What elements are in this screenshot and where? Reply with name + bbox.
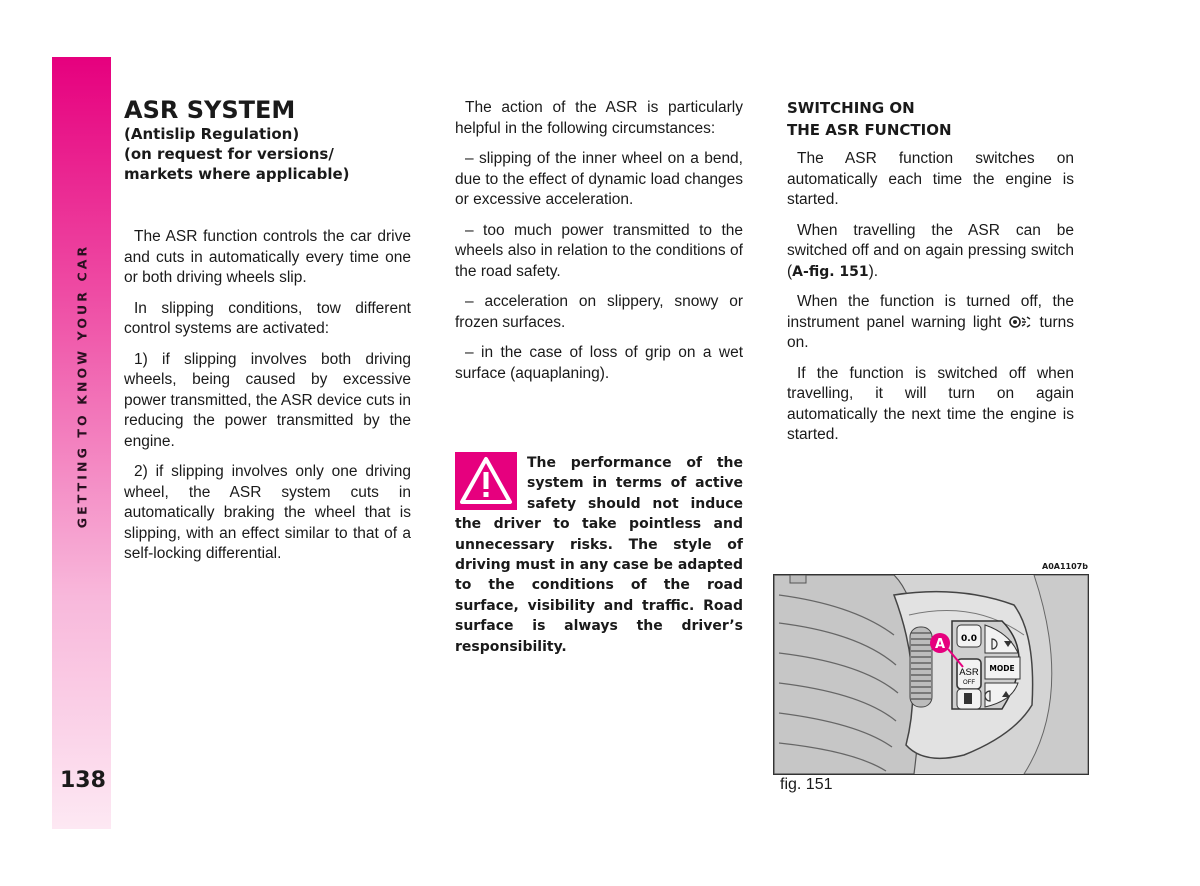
- paragraph: [787, 292, 1074, 354]
- fuel-icon: [964, 693, 972, 704]
- paragraph: If the function is switched off when travelling, it will turn on again automatically the next time the engine is started.: [787, 364, 1074, 443]
- paragraph: In slipping conditions, tow different control systems are activated:: [124, 299, 411, 337]
- button-asr-label: ASR: [959, 667, 979, 678]
- warning-note: [455, 453, 743, 657]
- figure-code: A0A1107b: [1042, 562, 1088, 571]
- column-3: [787, 97, 1074, 456]
- paragraph: 1) if slipping involves both driving wheels, being caused by excessive power transmitted, the ASR device cuts in reducing the power transmitted by the engine.: [124, 350, 411, 450]
- section-title: GETTING TO KNOW YOUR CAR: [74, 243, 90, 529]
- paragraph-text: When the function is turned off, the instrument panel warning light: [787, 293, 1074, 331]
- paragraph: The action of the ASR is particularly helpful in the following circumstances:: [455, 99, 743, 137]
- paragraph-text: turns on.: [787, 313, 1075, 351]
- button-trip-reset-label: 0.0: [961, 634, 977, 644]
- column-1: [124, 97, 411, 575]
- paragraph: – acceleration on slippery, snowy or frozen surfaces.: [455, 293, 743, 331]
- paragraph: 2) if slipping involves only one driving wheel, the ASR system cuts in automatically braking the wheel that is slipping, with an effect similar to that of a self-locking differential.: [124, 463, 411, 562]
- paragraph: – slipping of the inner wheel on a bend, due to the effect of dynamic load changes or excessive acceleration.: [455, 150, 743, 208]
- paragraph: – in the case of loss of grip on a wet surface (aquaplaning).: [455, 344, 743, 382]
- paragraph: [787, 221, 1074, 283]
- subtitle-line-2: (on request for versions/: [124, 145, 334, 163]
- paragraph: The ASR function switches on automatically each time the engine is started.: [787, 150, 1074, 208]
- figure-caption: fig. 151: [780, 776, 833, 793]
- callout-a-label: A: [934, 637, 946, 652]
- section-heading-line-2: THE ASR FUNCTION: [787, 121, 952, 139]
- section-heading: [787, 97, 1074, 141]
- page-number: 138: [60, 768, 106, 793]
- subtitle-line-1: (Antislip Regulation): [124, 125, 300, 143]
- warning-text: The performance of the system in terms of active safety should not induce the driver to take pointless and unnecessary risks. The style of driving must in any case be adapted to the conditions of the road surface, visibility and traffic. Road surface is always the driver’s responsibility.: [455, 455, 744, 655]
- paragraph-text: ).: [868, 262, 879, 280]
- paragraph: The ASR function controls the car drive and cuts in automatically every time one or both driving wheels slip.: [124, 228, 411, 286]
- asr-warning-light-icon: [1008, 315, 1032, 329]
- figure-illustration: [773, 574, 1089, 775]
- column-2: [455, 98, 743, 394]
- paragraph: – too much power transmitted to the wheels also in relation to the conditions of the road safety.: [455, 221, 743, 280]
- button-asr-off-label: OFF: [963, 680, 975, 686]
- figure-reference: A-fig. 151: [792, 263, 869, 280]
- subtitle-line-3: markets where applicable): [124, 165, 350, 183]
- button-mode-label: MODE: [989, 664, 1015, 673]
- page-title: ASR SYSTEM: [124, 96, 296, 124]
- paragraph-text: When travelling the ASR can be switched off and on again pressing switch (: [787, 221, 1074, 280]
- section-heading-line-1: SWITCHING ON: [787, 99, 915, 117]
